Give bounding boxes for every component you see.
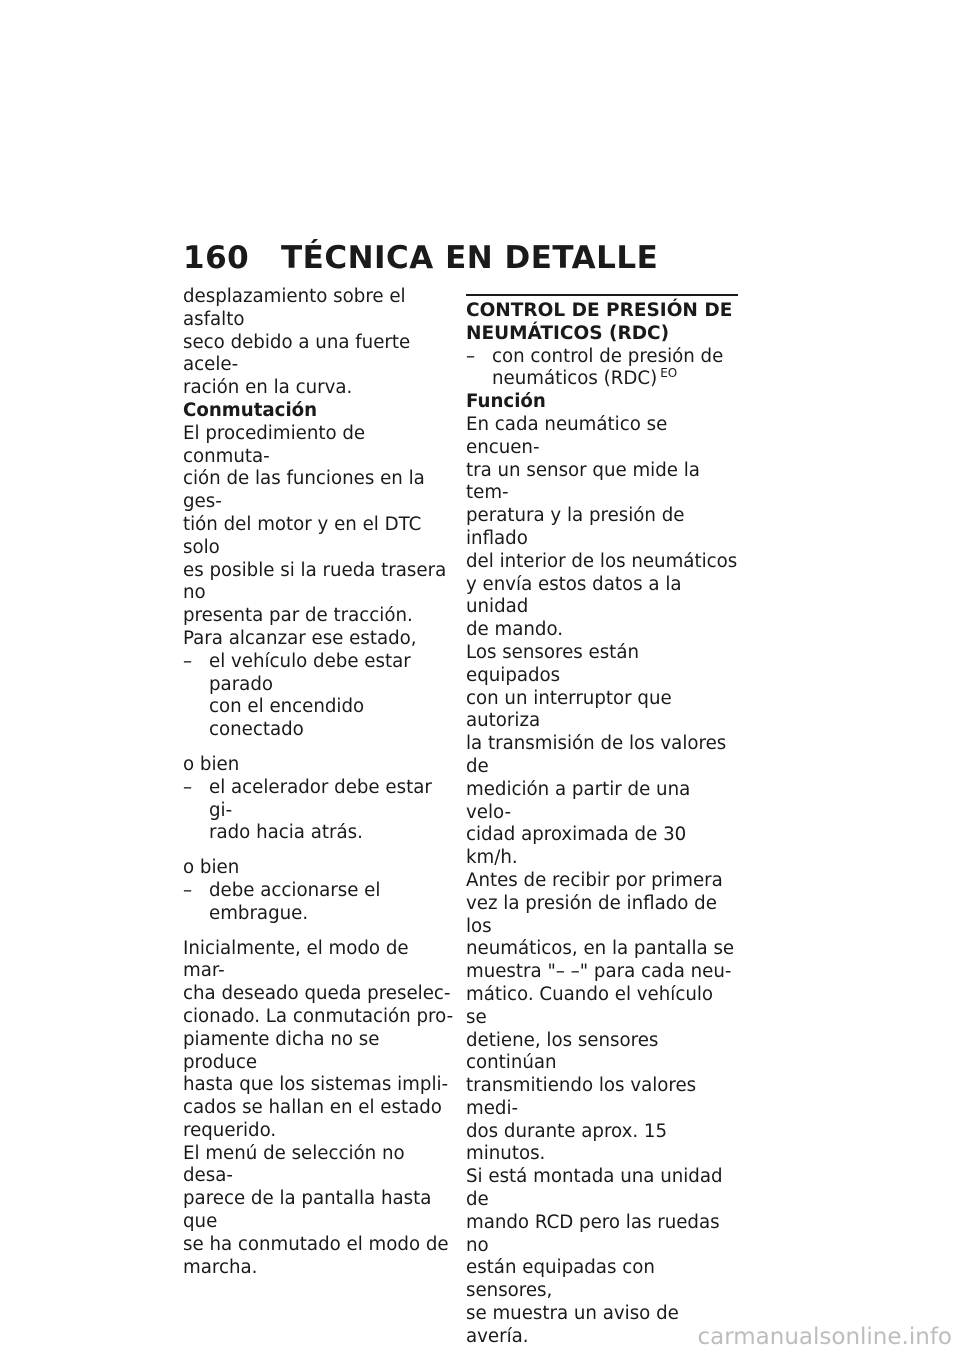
list-item-text: el vehículo debe estar parado con el encendido conectado <box>209 650 411 741</box>
section-title-rdc: CONTROL DE PRESIÓN DE NEUMÁTICOS (RDC) <box>466 300 733 344</box>
dash-bullet: – <box>183 650 193 672</box>
intro-paragraph: desplazamiento sobre el asfalto seco debido a una fuerte acele- ración en la curva. <box>183 286 411 399</box>
conmutacion-paragraph: El procedimiento de conmuta- ción de las funciones en la ges- tión del motor y en el DTC solo es posible si la rueda trasera no presenta par de tracción. Para alcanzar ese estado, <box>183 422 447 649</box>
list-item-text: el acelerador debe estar gi- rado hacia atrás. <box>209 776 432 844</box>
dash-bullet: – <box>183 776 193 798</box>
right-column <box>466 286 738 1349</box>
watermark: carmanualsonline.info <box>697 1324 952 1350</box>
list-item <box>183 777 455 845</box>
page-header <box>183 240 658 276</box>
list-item <box>183 651 455 742</box>
or-text: o bien <box>183 753 240 775</box>
dash-bullet: – <box>183 879 193 901</box>
left-column <box>183 286 455 1279</box>
list-item-text: con control de presión de neumáticos (RDC) <box>492 345 724 390</box>
preselection-paragraph: Inicialmente, el modo de mar- cha deseado queda preselec- cionado. La conmutación pro- piamente dicha no se produce hasta que los sistemas impli- cados se hallan en el estado requerido. El menú de selección no desa- parece de la pantalla hasta que se ha conmutado el modo de marcha. <box>183 937 454 1278</box>
heading-funcion: Función <box>466 391 546 413</box>
dash-bullet: – <box>466 345 476 367</box>
funcion-paragraph: En cada neumático se encuen- tra un sensor que mide la tem- peratura y la presión de inflado del interior de los neumáticos y envía estos datos a la unidad de mando. Los sensores están equipados con un interruptor que autoriza la transmisión de los valores de medición a partir de una velo- cidad aproximada de 30 km/h. Antes de recibir por primera vez la presión de inflado de los neumáticos, en la pantalla se muestra "– –" para cada neu- mático. Cuando el vehículo se detiene, los sensores continúan transmitiendo los valores medi- dos durante aprox. 15 minutos. Si está montada una unidad de mando RCD pero las ruedas no están equipadas con sensores, se muestra un aviso de avería. <box>466 413 738 1347</box>
list-item <box>183 880 455 926</box>
or-text: o bien <box>183 857 240 879</box>
page-number: 160 <box>183 240 250 276</box>
list-item-text: debe accionarse el embrague. <box>209 879 381 924</box>
equipment-code: EO <box>660 366 678 381</box>
section-divider <box>466 294 738 346</box>
page-title: TÉCNICA EN DETALLE <box>281 240 659 276</box>
heading-conmutacion: Conmutación <box>183 399 318 421</box>
list-item <box>466 346 738 392</box>
